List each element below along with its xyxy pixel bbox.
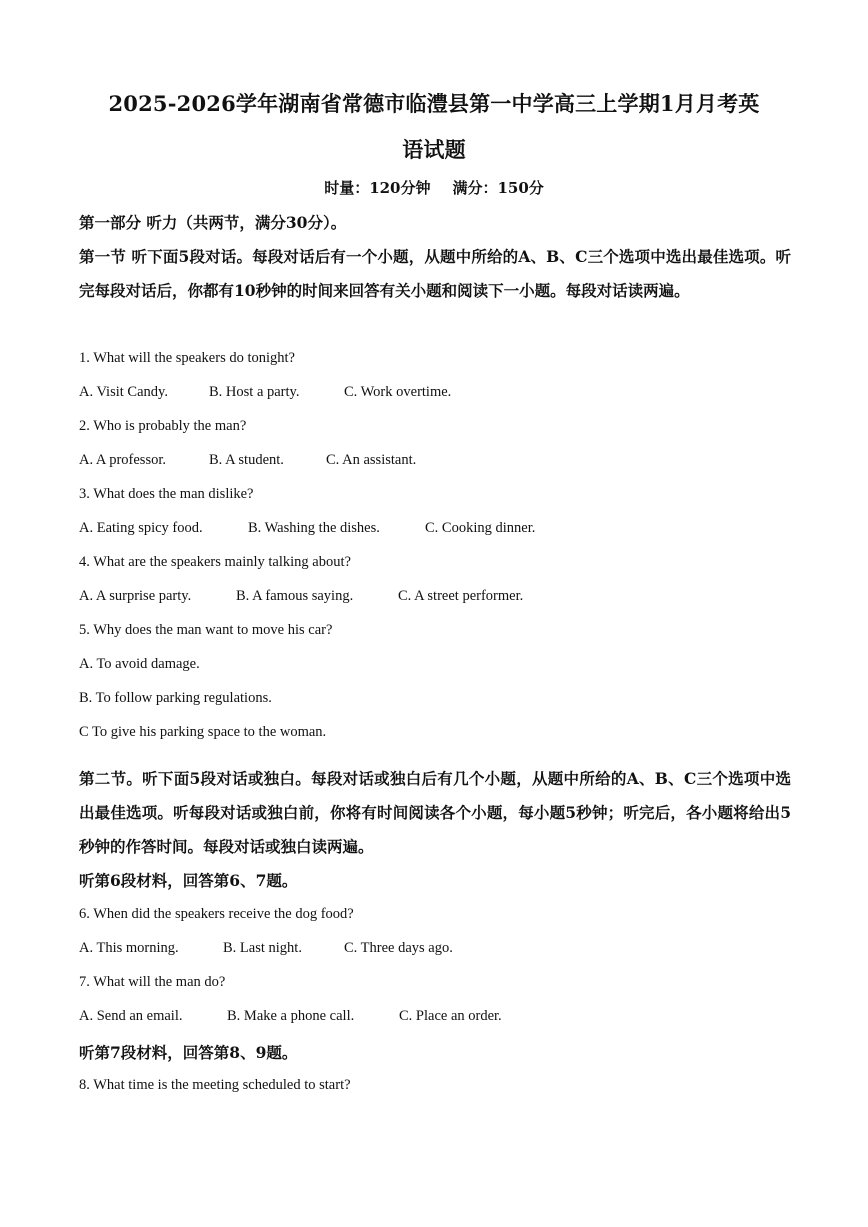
question-stem: 5. Why does the man want to move his car? xyxy=(79,622,333,638)
material-6-heading: 听第6段材料，回答第6、7题。 xyxy=(79,871,298,890)
option: A. To avoid damage. xyxy=(79,656,200,672)
option-row xyxy=(79,384,451,401)
option: B. Washing the dishes. xyxy=(248,520,380,536)
option-row xyxy=(79,452,416,469)
question-stem: 4. What are the speakers mainly talking about? xyxy=(79,554,351,570)
option: A. This morning. xyxy=(79,940,179,956)
option: B. Host a party. xyxy=(209,384,300,400)
question-stem: 1. What will the speakers do tonight? xyxy=(79,350,295,366)
option-row xyxy=(79,940,453,957)
option: C. Work overtime. xyxy=(344,384,452,400)
exam-title-line2: 语试题 xyxy=(402,137,466,162)
option: C. Place an order. xyxy=(399,1008,502,1024)
question-stem: 7. What will the man do? xyxy=(79,974,226,990)
exam-meta xyxy=(0,177,868,198)
option: B. A famous saying. xyxy=(236,588,354,604)
material-7-heading: 听第7段材料，回答第8、9题。 xyxy=(79,1043,298,1062)
option: B. Make a phone call. xyxy=(227,1008,355,1024)
option: A. Eating spicy food. xyxy=(79,520,203,536)
option: B. A student. xyxy=(209,452,284,468)
question-stem: 6. When did the speakers receive the dog food? xyxy=(79,906,354,922)
option: A. A professor. xyxy=(79,452,166,468)
question-stem: 8. What time is the meeting scheduled to start? xyxy=(79,1077,351,1093)
option: A. Visit Candy. xyxy=(79,384,168,400)
option: B. To follow parking regulations. xyxy=(79,690,272,706)
section1-instructions: 第一节 听下面5段对话。每段对话后有一个小题，从题中所给的A、B、C三个选项中选出最佳选项。听完每段对话后，你都有10秒钟的时间来回答有关小题和阅读下一小题。每段对话读两遍。 xyxy=(79,247,791,300)
option: C. An assistant. xyxy=(326,452,417,468)
exam-score: 满分：150分 xyxy=(452,179,544,197)
question-stem: 2. Who is probably the man? xyxy=(79,418,247,434)
option-row xyxy=(79,520,535,537)
section2-instructions: 第二节。听下面5段对话或独白。每段对话或独白后有几个小题，从题中所给的A、B、C三个选项中选出最佳选项。听每段对话或独白前，你将有时间阅读各个小题，每小题5秒钟；听完后，各小题将给出5秒钟的作答时间。每段对话或独白读两遍。 xyxy=(79,769,791,856)
option-row xyxy=(79,1008,502,1025)
option-row xyxy=(79,588,523,605)
exam-title-line1: 2025-2026学年湖南省常德市临澧县第一中学高三上学期1月月考英 xyxy=(108,91,760,116)
exam-time: 时量：120分钟 xyxy=(324,179,431,197)
option: C To give his parking space to the woman. xyxy=(79,724,327,740)
option: C. Cooking dinner. xyxy=(425,520,536,536)
option: B. Last night. xyxy=(223,940,302,956)
part1-heading: 第一部分 听力（共两节，满分30分）。 xyxy=(79,213,347,232)
option: C. Three days ago. xyxy=(344,940,453,956)
question-stem: 3. What does the man dislike? xyxy=(79,486,254,502)
option: A. A surprise party. xyxy=(79,588,192,604)
option: A. Send an email. xyxy=(79,1008,183,1024)
option: C. A street performer. xyxy=(398,588,524,604)
